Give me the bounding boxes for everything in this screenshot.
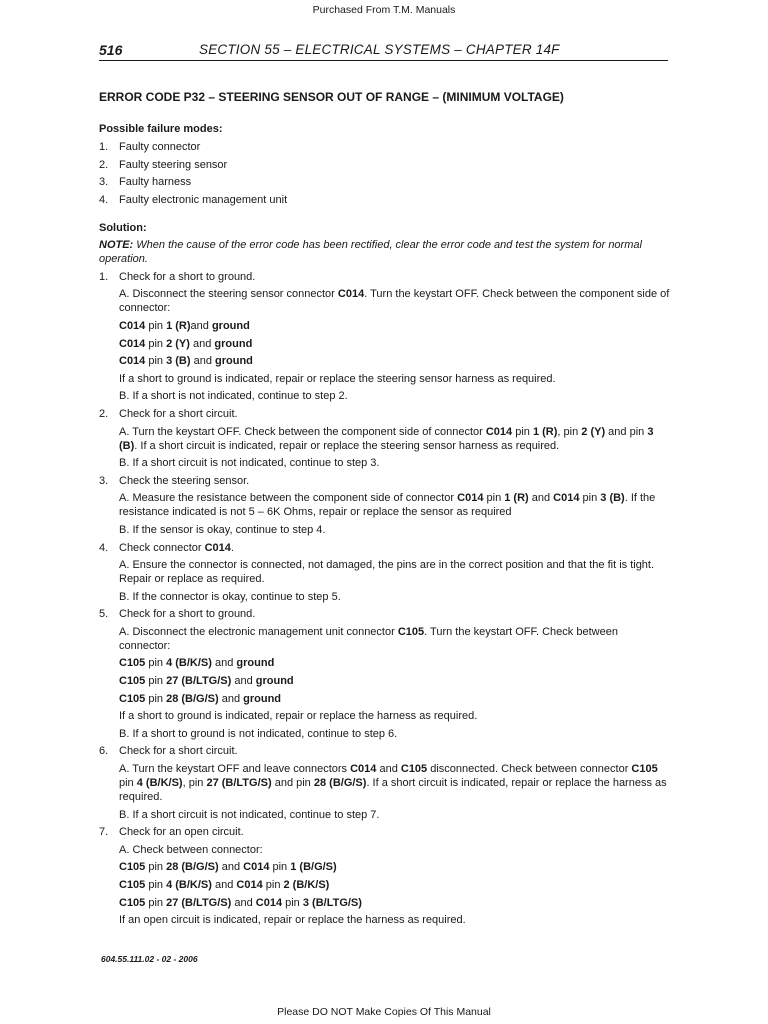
- instruction-text: A. Measure the resistance between the component side of connector: [119, 492, 458, 505]
- step-1-result: If a short to ground is indicated, repair or replace the steering sensor harness as required.: [119, 372, 556, 385]
- pin-word: pin: [145, 896, 167, 909]
- and-word: and: [231, 675, 256, 688]
- and-word: and: [218, 861, 244, 874]
- pin-id: 1 (R): [532, 425, 558, 438]
- instruction-text: . Turn the keystart OFF. Check between connector:: [119, 625, 618, 652]
- step-3: [99, 474, 671, 488]
- pin-word: pin: [145, 355, 167, 368]
- pin-id: 3 (B): [119, 425, 654, 452]
- pin-check-line: [119, 692, 671, 706]
- pin-id: 1 (R): [166, 319, 191, 332]
- list-item: [99, 175, 671, 189]
- pin-id: 4 (B/K/S): [166, 657, 212, 670]
- step-3-instruction-b: B. If the sensor is okay, continue to step 4.: [119, 523, 326, 536]
- document-code: 604.55.111.02 - 02 - 2006: [101, 954, 198, 964]
- connector-id: C014: [236, 879, 263, 891]
- pin-id: 3 (B): [600, 492, 625, 505]
- step-number: 3.: [99, 474, 109, 487]
- note-label: NOTE:: [99, 238, 134, 251]
- step-title-text: Check connector: [119, 541, 205, 554]
- connector-id: C014: [350, 763, 377, 776]
- list-number: 3.: [99, 176, 109, 189]
- pin-id: 28 (B/G/S): [166, 861, 219, 874]
- ground-word: ground: [236, 657, 275, 670]
- list-text: Faulty connector: [119, 141, 201, 153]
- instruction-text: . If the resistance indicated is not 5 – 6K Ohms, repair or replace the sensor as required: [119, 492, 656, 519]
- step-number: 4.: [99, 541, 109, 554]
- connector-id: C014: [457, 492, 484, 505]
- failure-modes-heading: Possible failure modes:: [99, 123, 223, 135]
- step-2-instruction-b: B. If a short circuit is not indicated, continue to step 3.: [119, 457, 380, 470]
- pin-word: pin: [282, 896, 303, 909]
- instruction-text: and pin: [605, 425, 648, 438]
- connector-id: C105: [119, 675, 146, 688]
- step-4: [99, 541, 671, 555]
- pin-id: 2 (Y): [581, 425, 606, 438]
- list-number: 4.: [99, 193, 109, 206]
- ground-word: ground: [243, 692, 282, 705]
- step-title: Check the steering sensor.: [119, 474, 250, 487]
- step-title: Check for an open circuit.: [119, 826, 244, 839]
- instruction-text: , pin: [557, 425, 582, 438]
- pin-word: pin: [145, 319, 167, 332]
- pin-check-line: [119, 896, 671, 910]
- pin-id: 1 (B/G/S): [290, 861, 337, 874]
- failure-modes-list: [99, 140, 671, 207]
- instruction-text: . If a short circuit is indicated, repair or replace the steering sensor harness as required.: [134, 439, 560, 452]
- list-text: Faulty steering sensor: [119, 158, 228, 171]
- ground-word: ground: [208, 319, 250, 332]
- pin-word: pin: [145, 337, 167, 350]
- list-item: [99, 140, 671, 154]
- list-item: [99, 193, 671, 207]
- and-word: and: [190, 355, 216, 368]
- connector-id: C105: [119, 861, 146, 874]
- pin-word: pin: [145, 657, 167, 670]
- and-word: and: [211, 879, 237, 891]
- step-title: Check for a short to ground.: [119, 608, 256, 621]
- error-code-title: ERROR CODE P32 – STEERING SENSOR OUT OF RANGE – (MINIMUM VOLTAGE): [99, 90, 564, 104]
- pin-check-line: [119, 354, 671, 368]
- step-3-instruction-a: [119, 491, 671, 519]
- instruction-text: disconnected. Check between connector: [427, 763, 632, 776]
- pin-check-line: [119, 337, 671, 351]
- step-7-result: If an open circuit is indicated, repair or replace the harness as required.: [119, 914, 466, 927]
- step-2-instruction-a: [119, 425, 671, 453]
- pin-id: 4 (B/K/S): [166, 879, 212, 891]
- pin-id: 27 (B/LTG/S): [206, 777, 272, 790]
- step-4-instruction-b: B. If the connector is okay, continue to step 5.: [119, 590, 341, 603]
- connector-id: C014: [553, 492, 580, 505]
- top-banner: Purchased From T.M. Manuals: [312, 4, 456, 16]
- connector-id: C105: [397, 625, 425, 638]
- pin-word: pin: [145, 879, 167, 891]
- pin-id: 27 (B/LTG/S): [166, 896, 232, 909]
- instruction-text: and pin: [271, 777, 314, 790]
- pin-id: 3 (B/LTG/S): [302, 896, 362, 909]
- page-number: 516: [99, 42, 123, 58]
- step-title-text: .: [230, 541, 234, 554]
- instruction-text: and: [528, 492, 554, 505]
- step-2: [99, 407, 671, 421]
- instruction-text: . Turn the keystart OFF. Check between the component side of connector:: [119, 288, 670, 315]
- pin-id: 3 (B): [166, 355, 191, 368]
- instruction-text: pin: [579, 492, 601, 505]
- and-word: and: [190, 319, 209, 332]
- instruction-text: , pin: [182, 777, 207, 790]
- step-6: [99, 744, 671, 758]
- pin-word: pin: [262, 879, 284, 891]
- pin-word: pin: [145, 692, 167, 705]
- step-number: 6.: [99, 745, 109, 758]
- list-text: Faulty electronic management unit: [119, 193, 288, 206]
- instruction-text: A. Disconnect the electronic management unit connector: [119, 625, 398, 638]
- section-title: SECTION 55 – ELECTRICAL SYSTEMS – CHAPTER 14F: [199, 42, 560, 57]
- pin-id: 2 (Y): [166, 337, 190, 350]
- step-number: 1.: [99, 270, 109, 283]
- connector-id: C105: [400, 763, 428, 776]
- pin-word: pin: [145, 675, 167, 688]
- connector-id: C014: [255, 896, 283, 909]
- instruction-text: A. Turn the keystart OFF and leave connectors: [119, 763, 351, 776]
- list-item: [99, 158, 671, 172]
- step-5-result: If a short to ground is indicated, repair or replace the harness as required.: [119, 710, 478, 723]
- connector-id: C105: [119, 896, 146, 909]
- step-title: Check for a short to ground.: [119, 270, 256, 283]
- and-word: and: [211, 657, 237, 670]
- instruction-text: and: [376, 763, 401, 776]
- step-1: [99, 270, 671, 284]
- pin-check-line: [119, 656, 671, 670]
- note-paragraph: [99, 238, 671, 266]
- pin-check-line: [119, 860, 671, 874]
- connector-id: C105: [119, 657, 146, 670]
- bottom-banner: Please DO NOT Make Copies Of This Manual: [277, 1006, 491, 1018]
- connector-id: C014: [119, 337, 146, 350]
- step-1-instruction-a: [119, 287, 671, 315]
- step-7-instruction-a: A. Check between connector:: [119, 843, 263, 856]
- and-word: and: [218, 692, 244, 705]
- connector-id: C014: [119, 355, 146, 368]
- connector-id: C014: [204, 541, 231, 554]
- step-4-instruction-a: A. Ensure the connector is connected, not damaged, the pins are in the correct position and that the fit is tight. Repair or replace as required.: [119, 559, 655, 586]
- pin-check-line: [119, 674, 671, 688]
- instruction-text: A. Disconnect the steering sensor connector: [119, 288, 338, 301]
- step-number: 5.: [99, 608, 109, 621]
- and-word: and: [231, 896, 256, 909]
- pin-id: 2 (B/K/S): [283, 879, 330, 891]
- document-body: [99, 90, 671, 927]
- list-number: 2.: [99, 158, 109, 171]
- ground-word: ground: [215, 355, 253, 368]
- step-number: 2.: [99, 407, 109, 420]
- pin-check-line: [119, 878, 671, 892]
- list-text: Faulty harness: [119, 176, 192, 189]
- solution-heading: Solution:: [99, 221, 147, 234]
- connector-id: C014: [119, 319, 146, 332]
- connector-id: C014: [243, 861, 270, 874]
- step-1-instruction-b: B. If a short is not indicated, continue to step 2.: [119, 390, 348, 403]
- instruction-text: pin: [119, 777, 137, 790]
- pin-id: 28 (B/G/S): [313, 777, 367, 790]
- step-5-instruction-b: B. If a short to ground is not indicated, continue to step 6.: [119, 727, 398, 740]
- list-number: 1.: [99, 141, 109, 153]
- connector-id: C014: [337, 288, 365, 301]
- pin-id: 28 (B/G/S): [166, 692, 219, 705]
- step-5: [99, 607, 671, 621]
- pin-word: pin: [145, 861, 167, 874]
- instruction-text: . If a short circuit is indicated, repair or replace the harness as required.: [119, 777, 667, 804]
- pin-id: 4 (B/K/S): [136, 777, 183, 790]
- connector-id: C105: [119, 879, 146, 891]
- step-title: Check for a short circuit.: [119, 407, 238, 420]
- ground-word: ground: [255, 675, 294, 688]
- ground-word: ground: [214, 337, 253, 350]
- step-title: Check for a short circuit.: [119, 745, 238, 758]
- instruction-text: pin: [483, 492, 505, 505]
- step-title: [119, 541, 671, 555]
- pin-id: 1 (R): [504, 492, 529, 505]
- connector-id: C105: [119, 692, 146, 705]
- pin-check-line: [119, 319, 671, 333]
- page-header: [99, 38, 668, 61]
- step-6-instruction-b: B. If a short circuit is not indicated, continue to step 7.: [119, 808, 380, 821]
- connector-id: C014: [485, 425, 513, 438]
- instruction-text: A. Turn the keystart OFF. Check between the component side of connector: [119, 425, 486, 438]
- instruction-text: pin: [512, 425, 533, 438]
- and-word: and: [189, 337, 215, 350]
- step-number: 7.: [99, 826, 109, 839]
- connector-id: C105: [631, 763, 658, 776]
- pin-id: 27 (B/LTG/S): [166, 675, 232, 688]
- pin-word: pin: [269, 861, 291, 874]
- note-text: When the cause of the error code has been rectified, clear the error code and test the system for normal operation.: [99, 238, 642, 265]
- step-6-instruction-a: [119, 762, 671, 804]
- step-5-instruction-a: [119, 625, 671, 653]
- step-7: [99, 825, 671, 839]
